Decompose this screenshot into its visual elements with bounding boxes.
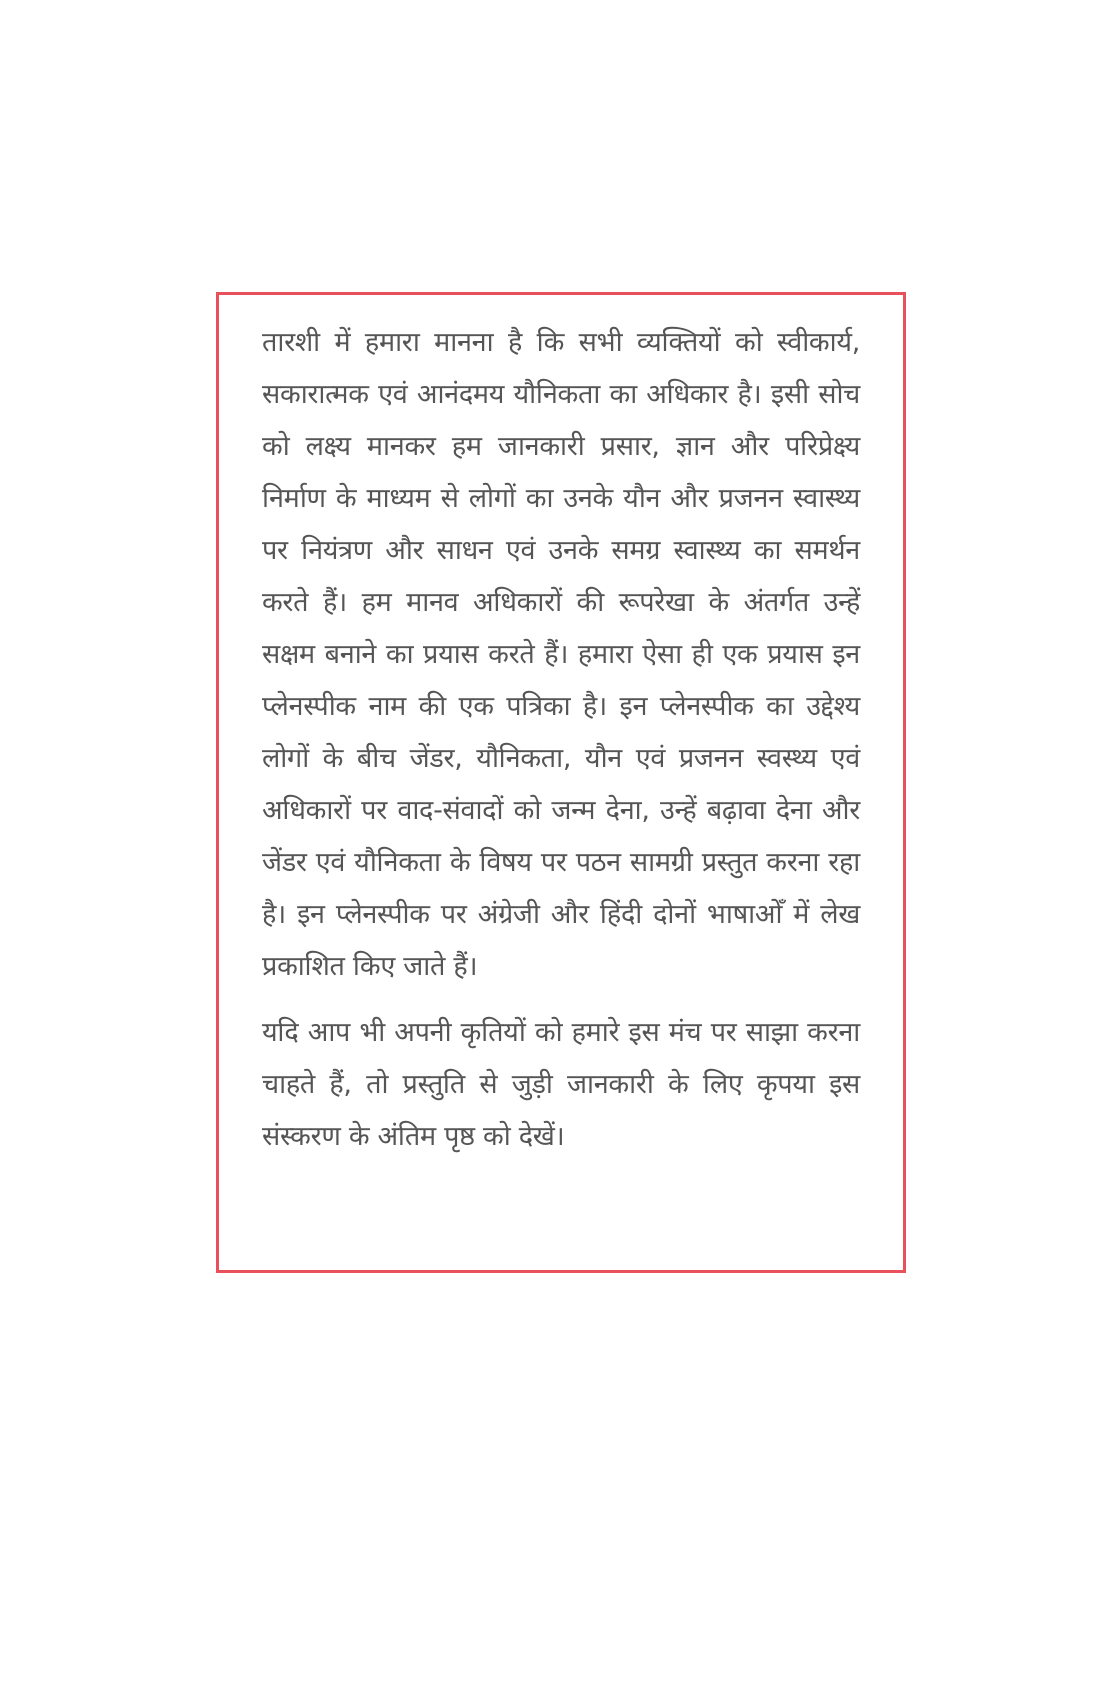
info-box	[216, 292, 906, 1273]
about-paragraph: तारशी में हमारा मानना है कि सभी व्यक्तियों को स्वीकार्य, सकारात्मक एवं आनंदमय यौनिकता का अधिकार है। इसी सोच को लक्ष्य मानकर हम जानकारी प्रसार, ज्ञान और परिप्रेक्ष्य निर्माण के माध्यम से लोगों का उनके यौन और प्रजनन स्वास्थ्य पर नियंत्रण और साधन एवं उनके समग्र स्वास्थ्य का समर्थन करते हैं। हम मानव अधिकारों की रूपरेखा के अंतर्गत उन्हें सक्षम बनाने का प्रयास करते हैं। हमारा ऐसा ही एक प्रयास इन प्लेनस्पीक नाम की एक पत्रिका है। इन प्लेनस्पीक का उद्देश्य लोगों के बीच जेंडर, यौनिकता, यौन एवं प्रजनन स्वस्थ्य एवं अधिकारों पर वाद-संवादों को जन्म देना, उन्हें बढ़ावा देना और जेंडर एवं यौनिकता के विषय पर पठन सामग्री प्रस्तुत करना रहा है। इन प्लेनस्पीक पर अंग्रेजी और हिंदी दोनों भाषाओँ में लेख प्रकाशित किए जाते हैं।	[262, 327, 860, 982]
submission-paragraph: यदि आप भी अपनी कृतियों को हमारे इस मंच पर साझा करना चाहते हैं, तो प्रस्तुति से जुड़ी जानकारी के लिए कृपया इस संस्करण के अंतिम पृष्ठ को देखें।	[262, 1017, 860, 1152]
box-content	[262, 317, 860, 1163]
